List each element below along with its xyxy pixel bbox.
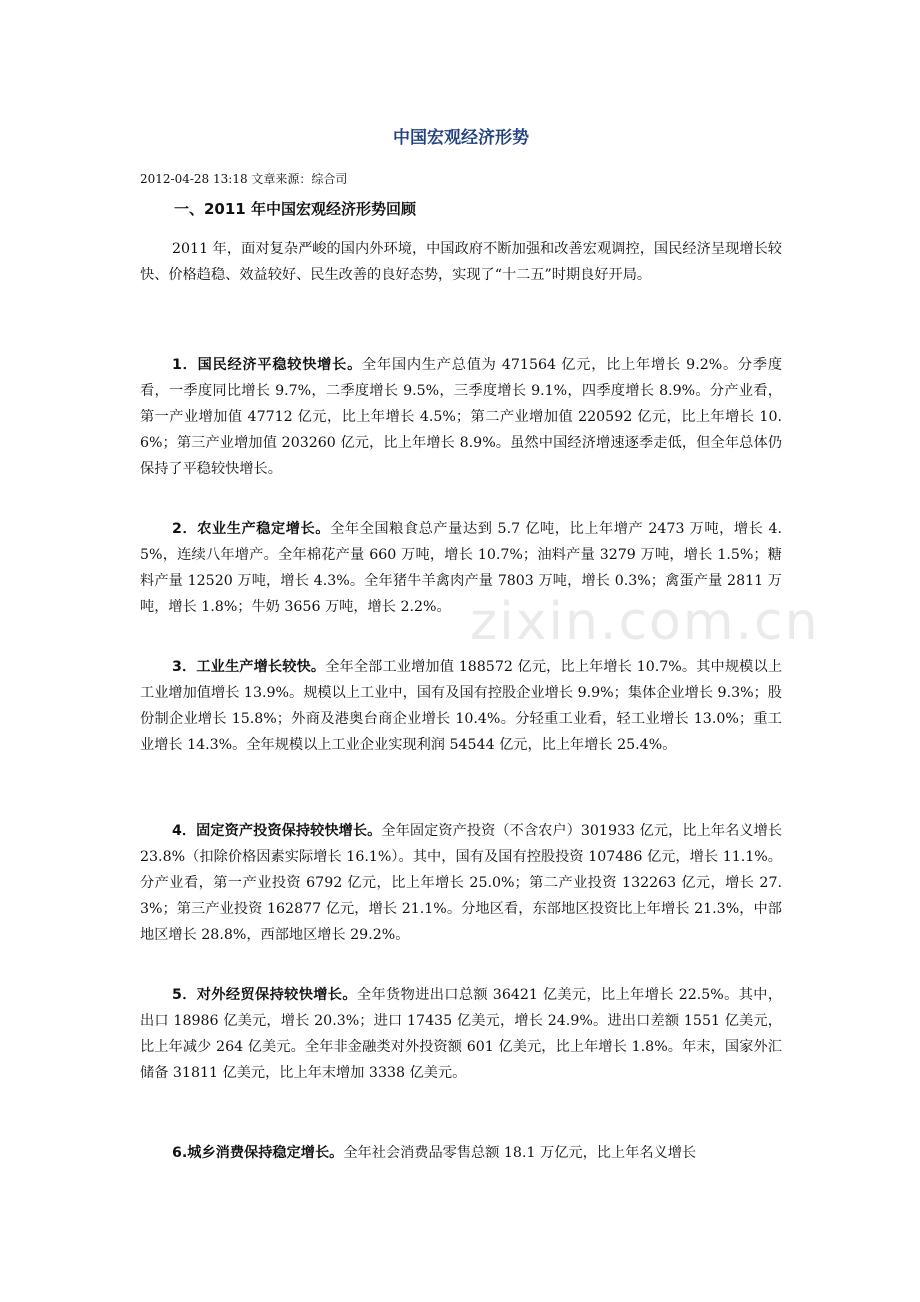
point-heading: 3．工业生产增长较快。 <box>172 659 326 675</box>
point-heading: 4．固定资产投资保持较快增长。 <box>172 823 382 839</box>
section-heading: 一、2011 年中国宏观经济形势回顾 <box>174 200 416 218</box>
intro-paragraph: 2011 年，面对复杂严峻的国内外环境，中国政府不断加强和改善宏观调控，国民经济呈现增长较快、价格趋稳、效益较好、民生改善的良好态势，实现了“十二五”时期良好开局。 <box>140 241 782 283</box>
point-heading: 5．对外经贸保持较快增长。 <box>172 987 357 1003</box>
point-paragraph <box>140 1140 782 1166</box>
point-body: 全年固定资产投资（不含农户）301933 亿元，比上年名义增长 23.8%（扣除价格因素实际增长 16.1%）。其中，国有及国有控股投资 107486 亿元，增长 11.1%。分产业看，第一产业投资 6792 亿元，比上年增长 25.0%；第二产业投资 132263 亿元，增长 27.3%；第三产业投资 162877 亿元，增长 21.1%。分地区看，东部地区投资比上年增长 21.3%，中部地区增长 28.8%，西部地区增长 29.2%。 <box>140 823 783 943</box>
point-body: 全年货物进出口总额 36421 亿美元，比上年增长 22.5%。其中，出口 18986 亿美元，增长 20.3%；进口 17435 亿美元，增长 24.9%。进出口差额 1551 亿美元，比上年减少 264 亿美元。全年非金融类对外投资额 601 亿美元，比上年增长 1.8%。年末，国家外汇储备 31811 亿美元，比上年末增加 3338 亿美元。 <box>140 987 783 1081</box>
page-title: 中国宏观经济形势 <box>393 128 529 148</box>
point-heading: 2．农业生产稳定增长。 <box>172 521 331 537</box>
point-body: 全年全部工业增加值 188572 亿元，比上年增长 10.7%。其中规模以上工业增加值增长 13.9%。规模以上工业中，国有及国有控股企业增长 9.9%；集体企业增长 9.3%；股份制企业增长 15.8%；外商及港奥台商企业增长 10.4%。分轻重工业看，轻工业增长 13.0%；重工业增长 14.3%。全年规模以上工业企业实现利润 54544 亿元，比上年增长 25.4%。 <box>140 659 783 753</box>
point-paragraph <box>140 352 782 482</box>
watermark: zixin.com.cn <box>470 592 820 652</box>
point-body: 全年国内生产总值为 471564 亿元，比上年增长 9.2%。分季度看，一季度同比增长 9.7%，二季度增长 9.5%，三季度增长 9.1%，四季度增长 8.9%。分产业看，第一产业增加值 47712 亿元，比上年增长 4.5%；第二产业增加值 220592 亿元，比上年增长 10.6%；第三产业增加值 203260 亿元，比上年增长 8.9%。虽然中国经济增速逐季走低，但全年总体仍保持了平稳较快增长。 <box>140 357 783 477</box>
point-body: 全年社会消费品零售总额 18.1 万亿元，比上年名义增长 <box>343 1145 697 1161</box>
article-meta: 2012-04-28 13:18 文章来源：综合司 <box>140 172 348 186</box>
point-paragraph <box>140 818 782 948</box>
point-heading: 1．国民经济平稳较快增长。 <box>172 357 363 373</box>
point-paragraph <box>140 654 782 758</box>
point-heading: 6.城乡消费保持稳定增长。 <box>172 1145 344 1161</box>
point-body: 全年全国粮食总产量达到 5.7 亿吨，比上年增产 2473 万吨，增长 4.5%，连续八年增产。全年棉花产量 660 万吨，增长 10.7%；油料产量 3279 万吨，增长 1.5%；糖料产量 12520 万吨，增长 4.3%。全年猪牛羊禽肉产量 7803 万吨，增长 0.3%；禽蛋产量 2811 万吨，增长 1.8%；牛奶 3656 万吨，增长 2.2%。 <box>140 521 782 615</box>
point-paragraph <box>140 516 782 620</box>
point-paragraph <box>140 982 782 1086</box>
